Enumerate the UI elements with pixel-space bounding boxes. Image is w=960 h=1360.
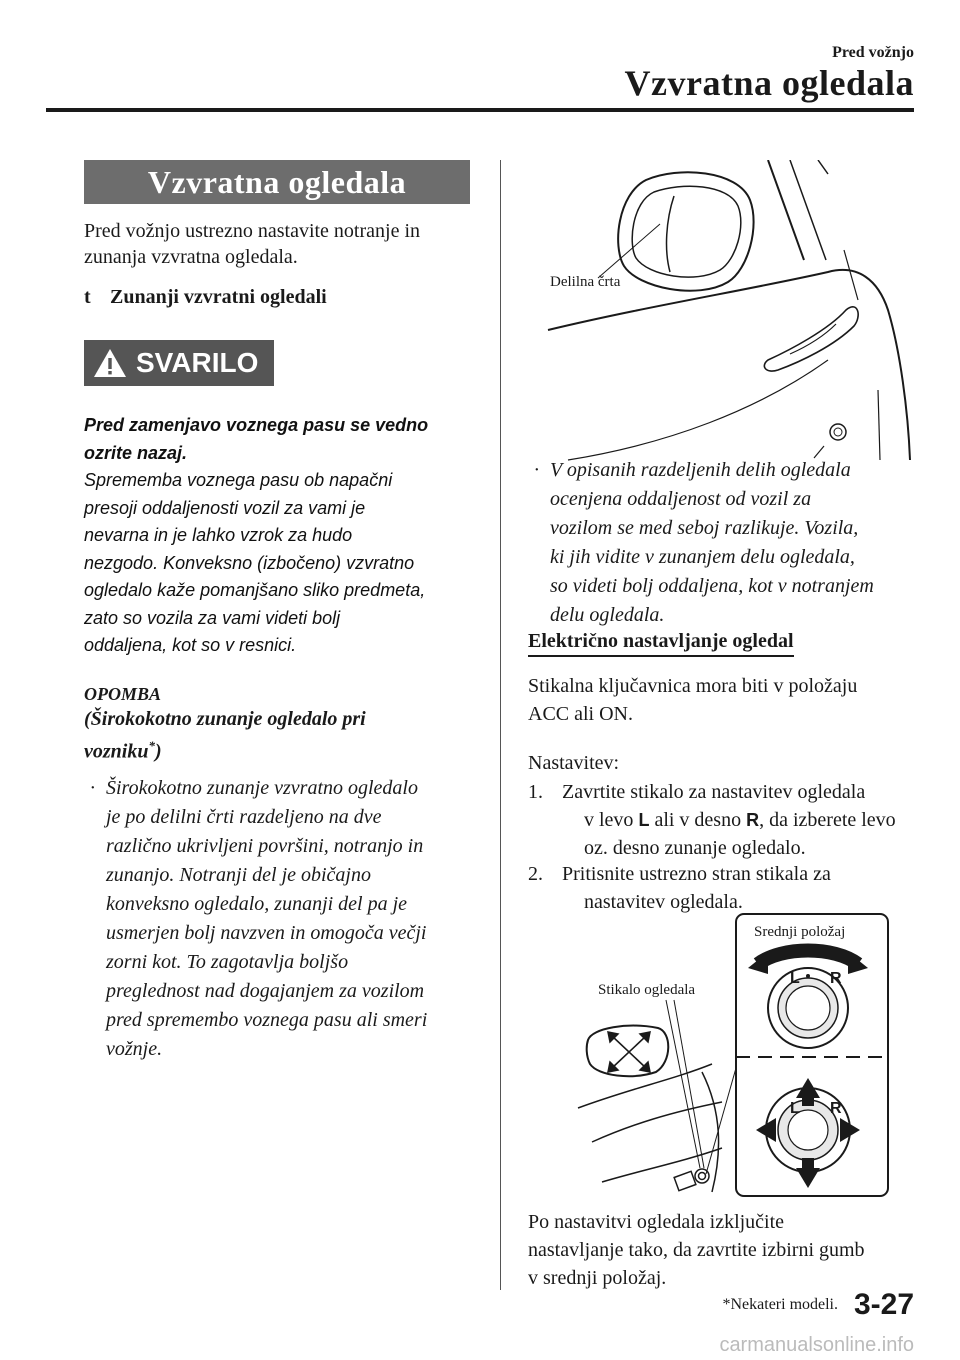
warning-line: nezgodo. Konveksno (izbočeno) vzvratno: [84, 552, 415, 573]
header-title: Vzvratna ogledala: [624, 63, 914, 103]
note-line: pred spremembo voznega pasu ali smeri: [106, 1009, 428, 1031]
final-line: v srednji položaj.: [528, 1267, 667, 1289]
right-bullet-body: [534, 456, 930, 630]
note-subtitle-sup: *: [148, 738, 155, 753]
warning-line: Sprememba voznega pasu ob napačni: [84, 470, 393, 490]
warning-triangle-icon: [92, 347, 128, 379]
warning-line: oddaljena, kot so v resnici.: [84, 635, 297, 655]
warning-line: ozrite nazaj.: [84, 442, 188, 463]
step-2: [528, 860, 928, 916]
step-line: Pritisnite ustrezno stran stikala za: [562, 863, 831, 885]
step-text: v levo: [584, 809, 639, 831]
header-section: Pred vožnjo: [832, 44, 914, 61]
knob-r-label-2: R: [830, 1100, 842, 1117]
right-bullet-line: delu ogledala.: [550, 604, 665, 626]
final-line: nastavljanje tako, da zavrtite izbirni gumb: [528, 1239, 865, 1261]
note-line: usmerjen bolj navzven in omogoča večji: [106, 922, 427, 944]
step-line: nastavitev ogledala.: [584, 891, 743, 913]
para-ignition: [528, 672, 928, 728]
key-r-icon: R: [746, 810, 760, 830]
header-rule: [46, 108, 914, 112]
footer-note: *Nekateri modeli.: [722, 1296, 838, 1313]
footer-watermark[interactable]: carmanualsonline.info: [719, 1334, 914, 1356]
warning-line: Pred zamenjavo voznega pasu se vedno: [84, 415, 429, 435]
mirror-switch-illustration: [572, 912, 892, 1202]
note-line: je po delilni črti razdeljeno na dve: [106, 806, 382, 828]
final-para: [528, 1208, 928, 1292]
step-num: 1.: [528, 781, 543, 803]
warning-label: SVARILO: [136, 347, 259, 378]
step-line: oz. desno zunanje ogledalo.: [584, 837, 806, 859]
warning-line: ogledalo kaže pomanjšano sliko predmeta,: [84, 580, 426, 600]
intro-text: Pred vožnjo ustrezno nastavite notranje in zunanja vzvratna ogledala.: [84, 220, 421, 268]
note-subtitle-2: [84, 738, 162, 764]
note-body: [90, 774, 486, 1064]
door-mirror-illustration: [528, 160, 918, 470]
right-bullet-line: vozilom se med seboj razlikuje. Vozila,: [550, 517, 859, 539]
para-ignition-line: Stikalna ključavnica mora biti v položaju: [528, 675, 858, 697]
step-line: Zavrtite stikalo za nastavitev ogledala: [562, 781, 866, 803]
step-1: [528, 778, 928, 862]
final-line: Po nastavitvi ogledala izključite: [528, 1211, 785, 1233]
note-line: vožnje.: [106, 1038, 163, 1060]
fig2-label-middle: Srednji položaj: [754, 924, 846, 940]
note-subtitle-1: (Širokokotno zunanje ogledalo pri: [84, 708, 366, 730]
note-line: zorni kot. To zagotavlja boljšo: [106, 951, 349, 973]
right-bullet-line: ocenjena oddaljenost od vozil za: [550, 488, 812, 510]
knob-r-label: R: [830, 970, 842, 987]
note-line: konveksno ogledalo, zunanji del pa je: [106, 893, 408, 915]
subsection-marker: t: [84, 286, 91, 308]
right-bullet: ·: [534, 459, 539, 481]
note-subtitle-word: vozniku: [84, 740, 149, 763]
section-title-electric: Električno nastavljanje ogledal: [528, 630, 794, 657]
note-line: različno ukrivljeni površini, notranjo in: [106, 835, 424, 857]
key-l-icon: L: [638, 810, 650, 830]
step-text: ali v desno: [649, 809, 747, 831]
warning-text: [84, 412, 484, 660]
column-divider: [500, 160, 501, 1290]
note-title: OPOMBA: [84, 684, 162, 704]
knob-l-label: L: [790, 970, 800, 987]
warning-line: presoji oddaljenosti vozil za vami je: [84, 497, 366, 518]
adjust-label: Nastavitev:: [528, 752, 620, 774]
note-bullet: ·: [90, 777, 95, 799]
section-banner: Vzvratna ogledala: [84, 160, 470, 204]
step-text: , da izberete levo: [759, 809, 896, 831]
fig2-label-switch: Stikalo ogledala: [598, 982, 696, 998]
note-line: zunanjo. Notranji del je običajno: [106, 864, 371, 886]
warning-line: nevarna in je lahko vzrok za hudo: [84, 525, 353, 545]
warning-badge: [84, 340, 274, 386]
right-bullet-line: ki jih vidite v zunanjem delu ogledala,: [550, 546, 855, 568]
page-number: 3-27: [853, 1288, 914, 1321]
note-subtitle-end: ): [154, 740, 162, 763]
para-ignition-line: ACC ali ON.: [528, 703, 633, 725]
subsection-title: Zunanji vzvratni ogledali: [110, 286, 327, 308]
fig1-label: Delilna črta: [550, 274, 621, 290]
step-num: 2.: [528, 863, 543, 885]
step-line: [528, 806, 928, 834]
right-bullet-line: V opisanih razdeljenih delih ogledala: [550, 459, 851, 481]
note-line: preglednost nad dogajanjem za vozilom: [106, 980, 425, 1002]
knob-l-label-2: L: [790, 1100, 800, 1117]
right-bullet-line: so videti bolj oddaljena, kot v notranjem: [550, 575, 874, 597]
warning-line: zato so vozila za vami videti bolj: [84, 607, 341, 628]
note-line: Širokokotno zunanje vzvratno ogledalo: [106, 777, 418, 799]
